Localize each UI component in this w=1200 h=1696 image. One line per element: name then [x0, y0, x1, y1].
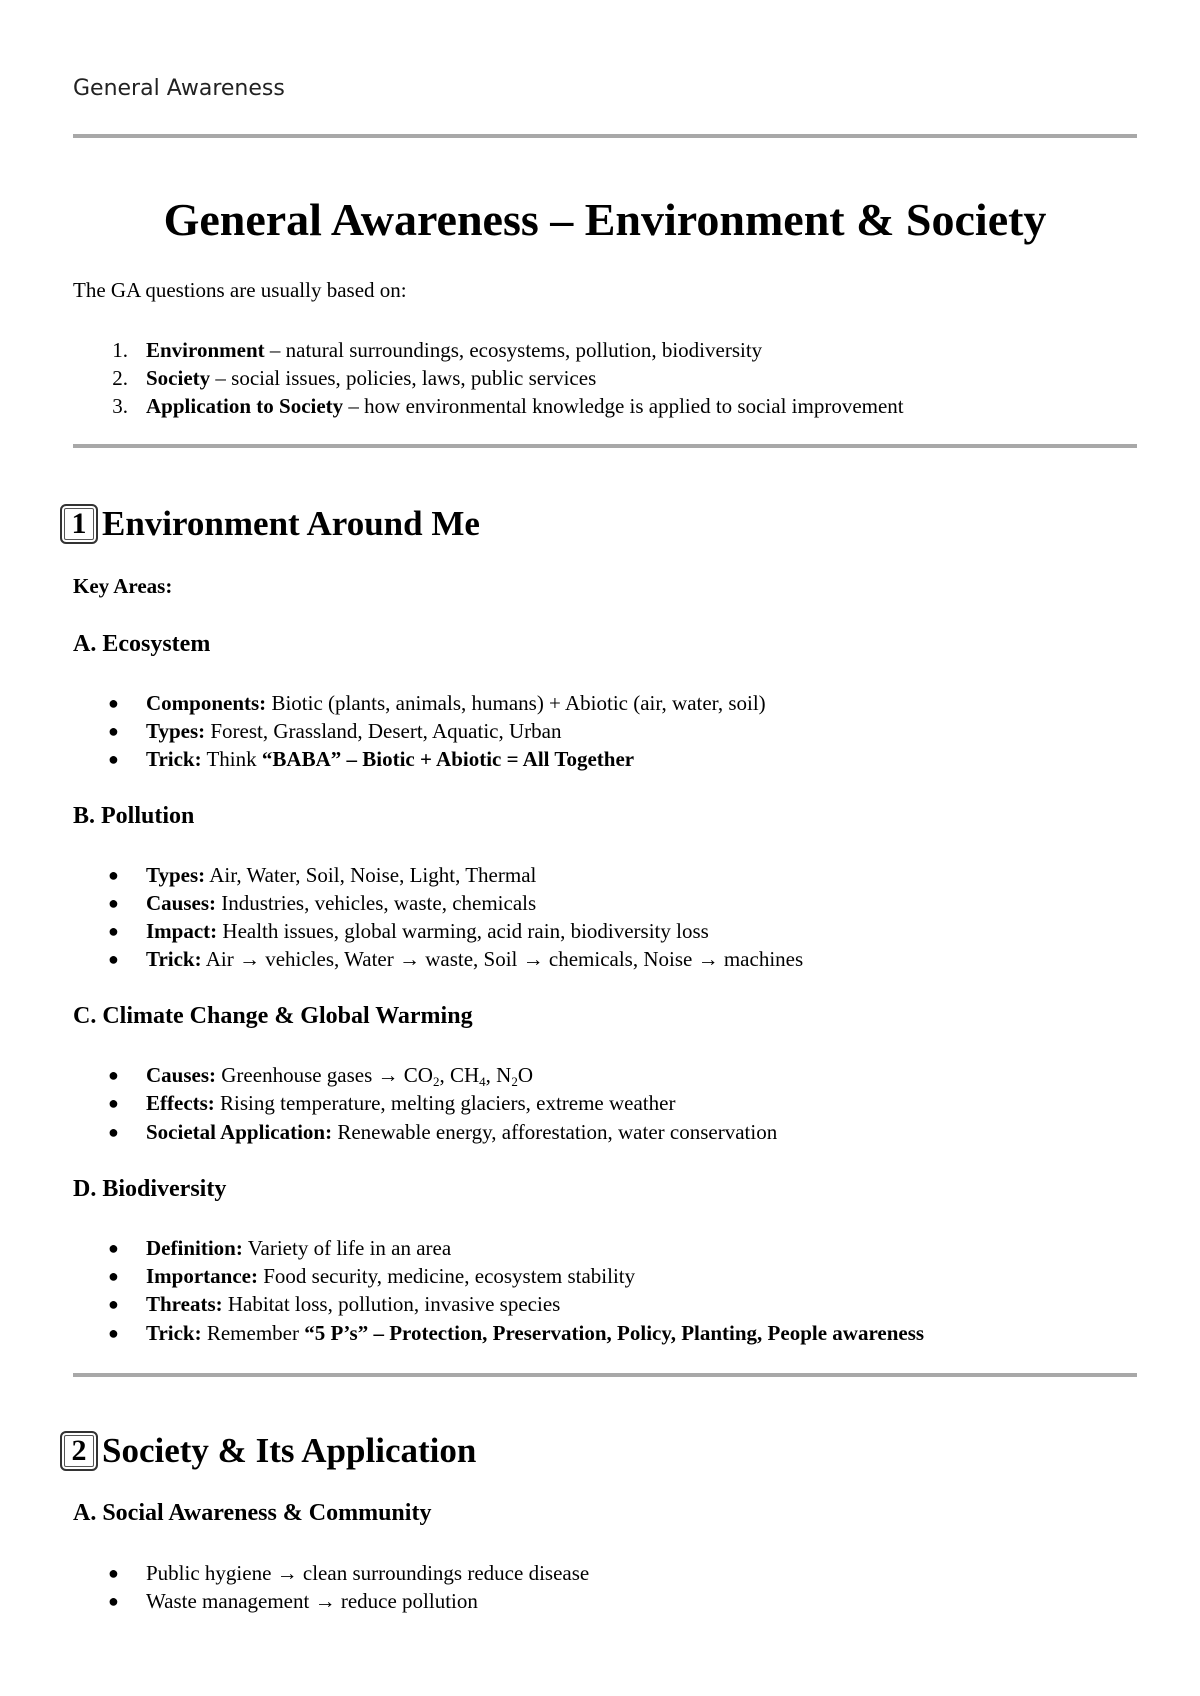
section-title: Society & Its Application: [102, 1431, 477, 1470]
item-label: Definition:: [146, 1236, 243, 1260]
subscript: 2: [511, 1074, 518, 1089]
bullet-icon: ●: [108, 1065, 119, 1085]
bullet-icon: ●: [108, 1591, 119, 1611]
item-text: Biotic (plants, animals, humans) + Abiotic (air, water, soil): [266, 691, 766, 715]
item-emphasis: “BABA” – Biotic + Abiotic = All Together: [261, 747, 635, 771]
item-label: Importance:: [146, 1264, 258, 1288]
item-text: – how environmental knowledge is applied to social improvement: [343, 394, 904, 418]
item-label: Trick:: [146, 1321, 202, 1345]
item-label: Causes:: [146, 891, 217, 915]
item-text: Air, Water, Soil, Noise, Light, Thermal: [205, 863, 537, 887]
item-text: Food security, medicine, ecosystem stability: [257, 1264, 636, 1288]
item-label: Impact:: [146, 919, 218, 943]
bullet-icon: ●: [108, 949, 119, 969]
item-label: Components:: [146, 691, 267, 715]
subscript: 2: [432, 1074, 440, 1089]
subsection-heading: D. Biodiversity: [73, 1176, 227, 1202]
item-label: Causes:: [146, 1063, 217, 1087]
item-text: Habitat loss, pollution, invasive species: [222, 1292, 561, 1316]
subsection-heading: C. Climate Change & Global Warming: [73, 1003, 473, 1029]
item-text: Think: [201, 747, 262, 771]
item-text: Waste management → reduce pollution: [146, 1589, 478, 1613]
item-text: , N: [485, 1063, 512, 1087]
item-label: Threats:: [146, 1292, 223, 1316]
item-label: Trick:: [146, 747, 202, 771]
bullet-icon: ●: [108, 1563, 119, 1583]
list-number: 2.: [112, 366, 128, 390]
bullet-icon: ●: [108, 1238, 119, 1258]
bullet-icon: ●: [108, 1266, 119, 1286]
subsection-heading: A. Social Awareness & Community: [73, 1500, 432, 1526]
item-text: Remember: [201, 1321, 305, 1345]
bullet-icon: ●: [108, 921, 119, 941]
list-number: 1.: [112, 338, 128, 362]
item-label: Types:: [146, 719, 206, 743]
running-header: General Awareness: [73, 76, 285, 101]
bullet-icon: ●: [108, 1294, 119, 1314]
item-text: Health issues, global warming, acid rain, biodiversity loss: [217, 919, 709, 943]
item-text: Rising temperature, melting glaciers, extreme weather: [214, 1091, 676, 1115]
bullet-icon: ●: [108, 1093, 119, 1113]
item-text: Greenhouse gases → CO: [216, 1063, 433, 1087]
bullet-icon: ●: [108, 693, 119, 713]
item-text: Air → vehicles, Water → waste, Soil → chemicals, Noise → machines: [201, 947, 804, 971]
item-label: Society: [146, 366, 211, 390]
item-emphasis: “5 P’s” – Protection, Preservation, Policy, Planting, People awareness: [304, 1321, 925, 1345]
intro-text: The GA questions are usually based on:: [73, 278, 407, 302]
subsection-heading: B. Pollution: [73, 803, 195, 829]
item-text: Public hygiene → clean surroundings reduce disease: [146, 1561, 590, 1585]
bullet-icon: ●: [108, 893, 119, 913]
keycap-number-icon: 2: [60, 1431, 98, 1471]
bullet-icon: ●: [108, 721, 119, 741]
keycap-number-icon: 1: [60, 504, 98, 544]
subscript: 4: [479, 1074, 486, 1089]
item-text: – social issues, policies, laws, public services: [210, 366, 597, 390]
section-heading: [60, 1429, 476, 1473]
item-label: Trick:: [146, 947, 202, 971]
item-text: , CH: [439, 1063, 480, 1087]
item-label: Societal Application:: [146, 1120, 333, 1144]
bullet-icon: ●: [108, 1122, 119, 1142]
bullet-icon: ●: [108, 1323, 119, 1343]
item-label: Effects:: [146, 1091, 215, 1115]
item-label: Application to Society: [146, 394, 344, 418]
key-areas-label: Key Areas:: [73, 574, 173, 598]
bullet-icon: ●: [108, 865, 119, 885]
section-heading: [60, 502, 480, 546]
item-text: Industries, vehicles, waste, chemicals: [216, 891, 537, 915]
item-text: Renewable energy, afforestation, water conservation: [332, 1120, 778, 1144]
item-text: O: [517, 1063, 533, 1087]
subsection-heading: A. Ecosystem: [73, 631, 211, 657]
item-label: Types:: [146, 863, 206, 887]
item-text: – natural surroundings, ecosystems, pollution, biodiversity: [264, 338, 763, 362]
horizontal-rule: [73, 134, 1137, 138]
bullet-icon: ●: [108, 749, 119, 769]
section-title: Environment Around Me: [102, 504, 480, 543]
list-number: 3.: [112, 394, 128, 418]
horizontal-rule: [73, 444, 1137, 448]
document-title: General Awareness – Environment & Society: [163, 194, 1047, 245]
item-label: Environment: [146, 338, 265, 362]
item-text: Forest, Grassland, Desert, Aquatic, Urban: [205, 719, 562, 743]
horizontal-rule: [73, 1373, 1137, 1377]
item-text: Variety of life in an area: [242, 1236, 452, 1260]
